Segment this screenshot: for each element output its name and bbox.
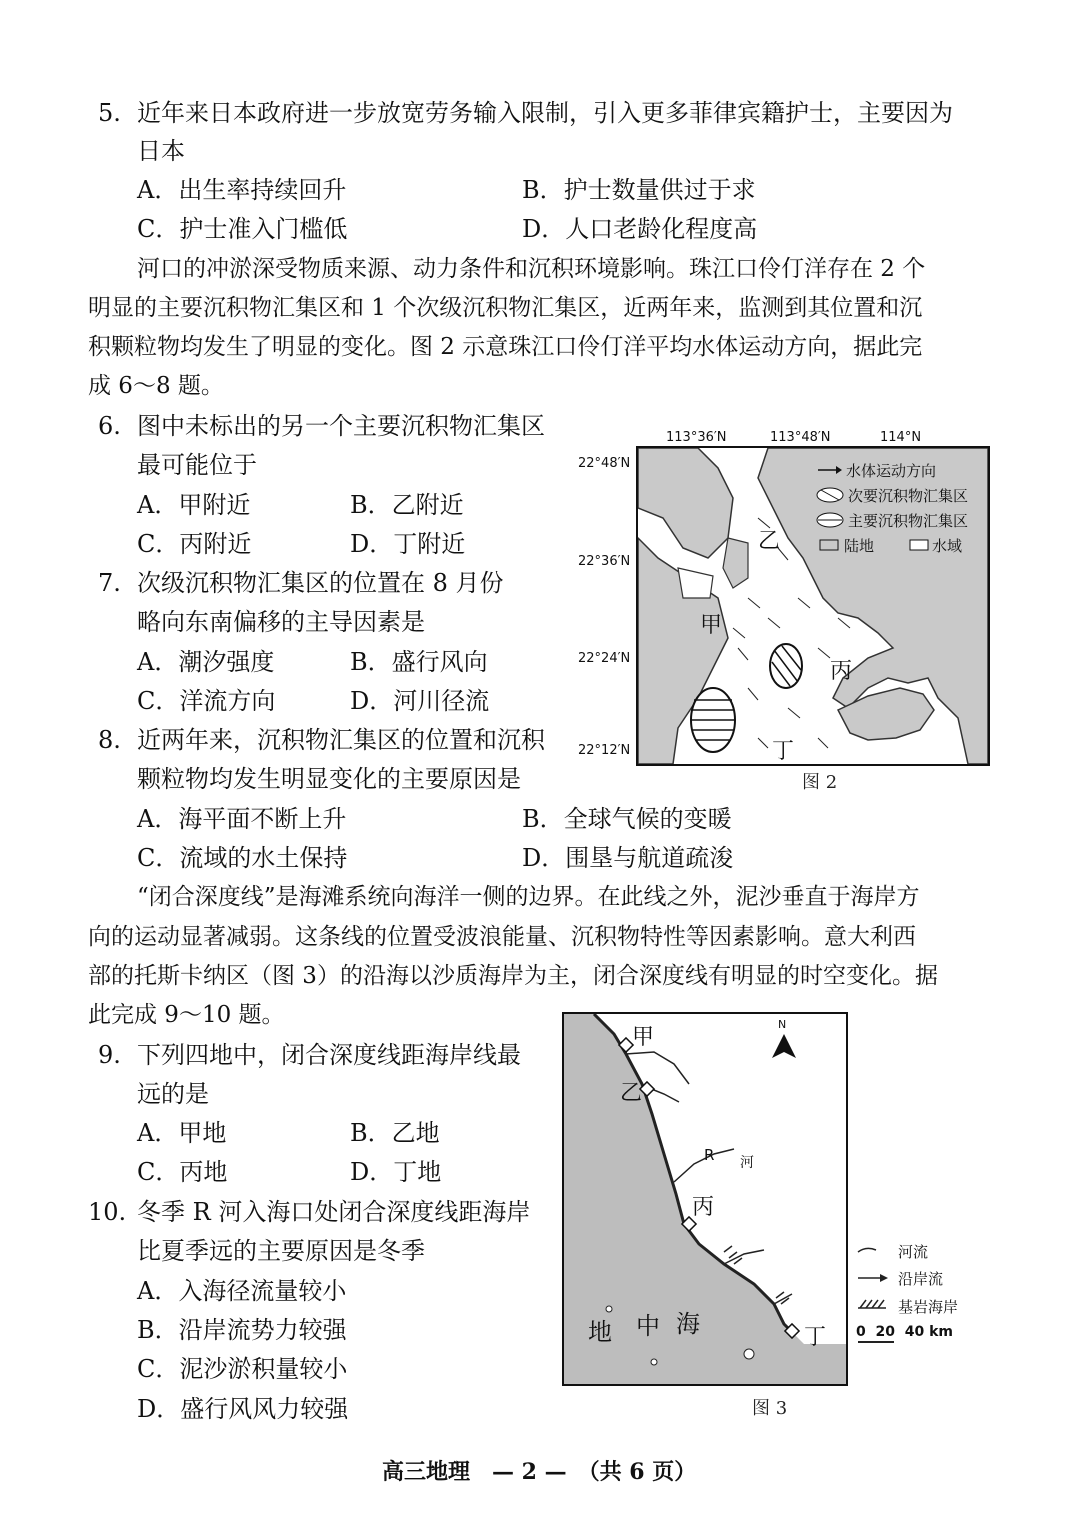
northwest-land [638, 448, 733, 558]
fig3-place-bing: 丙 [692, 1195, 715, 1220]
flow-arrow [798, 598, 810, 608]
flow-arrow [733, 628, 745, 638]
q9-stem-line1: 下列四地中，闭合深度线距海岸线最 [137, 1041, 521, 1069]
place-bing: 丙 [830, 659, 853, 684]
q10-option-b: B．沿岸流势力较强 [137, 1316, 347, 1344]
q8-option-a: A．海平面不断上升 [137, 805, 347, 833]
q9-option-c: C．丙地 [137, 1158, 228, 1186]
legend-rock-symbol [858, 1300, 886, 1308]
q7-option-c: C．洋流方向 [137, 687, 276, 715]
q5-stem-line1: 近年来日本政府进一步放宽劳务输入限制，引入更多菲律宾籍护士，主要因为 [137, 99, 953, 127]
small-island-land [723, 538, 748, 588]
q10-option-a: A．入海径流量较小 [137, 1277, 347, 1305]
passage2-line2: 向的运动显著减弱。这条线的位置受波浪能量、沉积物特性等因素影响。意大利西 [88, 924, 916, 950]
legend-river-symbol [858, 1248, 876, 1252]
fig3-legend-current-label: 沿岸流 [898, 1270, 944, 1288]
figure-2-caption: 图 2 [802, 772, 838, 793]
flow-arrow [818, 738, 828, 748]
fig2-lat-label-3: 22°24′N [578, 651, 631, 666]
q6-number: 6. [98, 412, 121, 440]
flow-arrow [748, 598, 760, 608]
q8-stem-line2: 颗粒物均发生明显变化的主要原因是 [137, 765, 521, 793]
fig2-lon-label-3: 114°N [880, 430, 922, 445]
fig3-legend-rock-label: 基岩海岸 [898, 1298, 959, 1316]
figure-2-map [636, 446, 990, 766]
q9-option-b: B．乙地 [350, 1119, 440, 1147]
flow-arrow [758, 738, 768, 748]
q7-option-a: A．潮汐强度 [137, 648, 275, 676]
q7-stem-line2: 略向东南偏移的主导因素是 [137, 608, 425, 636]
passage1-line4: 成 6～8 题。 [88, 373, 224, 399]
flow-arrow [748, 688, 758, 700]
passage1-line1: 河口的冲淤深受物质来源、动力条件和沉积环境影响。珠江口伶仃洋存在 2 个 [137, 256, 926, 282]
q6-option-d: D．丁附近 [350, 530, 466, 558]
legend-land-symbol [820, 540, 838, 550]
fig3-sea-label-2: 中 [636, 1312, 660, 1340]
flow-arrow [838, 618, 850, 628]
fig2-lat-label-4: 22°12′N [578, 743, 631, 758]
q6-option-c: C．丙附近 [137, 530, 252, 558]
fig2-lon-label-1: 113°36′N [666, 430, 727, 445]
q8-option-d: D．围垦与航道疏浚 [522, 844, 734, 872]
place-ding: 丁 [772, 739, 795, 764]
q10-option-d: D．盛行风风力较强 [137, 1395, 349, 1423]
legend-secondary-label: 次要沉积物汇集区 [848, 487, 969, 505]
fig3-river-he-label: 河 [740, 1155, 754, 1171]
passage1-line3: 积颗粒物均发生了明显的变化。图 2 示意珠江口伶仃洋平均水体运动方向，据此完 [88, 334, 923, 360]
q7-number: 7. [98, 569, 121, 597]
passage2-line3: 部的托斯卡纳区（图 3）的沿海以沙质海岸为主，闭合深度线有明显的时空变化。据 [88, 963, 938, 989]
fig3-river-r-label: R [704, 1146, 715, 1164]
fig3-place-yi: 乙 [620, 1081, 643, 1106]
flow-arrow [738, 648, 748, 660]
flow-arrow [768, 618, 780, 628]
fig3-scale-label: 0 20 40 km [856, 1324, 953, 1340]
q9-option-d: D．丁地 [350, 1158, 442, 1186]
legend-water-symbol [910, 540, 928, 550]
q8-number: 8. [98, 726, 121, 754]
passage2-line1: “闭合深度线”是海滩系统向海洋一侧的边界。在此线之外，泥沙垂直于海岸方 [137, 884, 920, 910]
q7-option-d: D．河川径流 [350, 687, 490, 715]
passage2-line4: 此完成 9～10 题。 [88, 1002, 285, 1028]
q5-option-c: C．护士准入门槛低 [137, 215, 348, 243]
q6-option-b: B．乙附近 [350, 491, 464, 519]
fig3-place-jia: 甲 [632, 1025, 655, 1050]
page-footer: 高三地理 — 2 — （共 6 页） [382, 1459, 697, 1485]
island-dot [651, 1359, 657, 1365]
north-arrow-icon [772, 1034, 796, 1058]
flow-arrow [818, 648, 830, 658]
figure-3-caption: 图 3 [752, 1398, 788, 1419]
legend-flow-label: 水体运动方向 [846, 462, 937, 480]
q9-stem-line2: 远的是 [137, 1080, 209, 1108]
q5-number: 5. [98, 99, 121, 127]
place-jia: 甲 [700, 613, 723, 638]
rock-mark [878, 1300, 884, 1308]
rock-mark [729, 1252, 737, 1258]
q7-stem-line1: 次级沉积物汇集区的位置在 8 月份 [137, 569, 504, 597]
q8-option-c: C．流域的水土保持 [137, 844, 348, 872]
place-yi: 乙 [758, 529, 781, 554]
fig3-legend-river-label: 河流 [898, 1243, 929, 1261]
legend-water-label: 水域 [932, 537, 963, 555]
fig3-north-label: N [778, 1018, 787, 1031]
west-water-pocket [678, 568, 713, 598]
q6-stem-line2: 最可能位于 [137, 451, 257, 479]
fig2-lat-label-2: 22°36′N [578, 554, 631, 569]
q5-stem-line2: 日本 [137, 137, 185, 165]
legend-primary-label: 主要沉积物汇集区 [848, 512, 969, 530]
q10-option-c: C．泥沙淤积量较小 [137, 1355, 348, 1383]
q7-option-b: B．盛行风向 [350, 648, 488, 676]
fig3-place-ding: 丁 [804, 1325, 827, 1350]
rock-mark [860, 1300, 866, 1308]
fig3-sea-label-1: 地 [588, 1318, 612, 1346]
passage1-line2: 明显的主要沉积物汇集区和 1 个次级沉积物汇集区，近两年来，监测到其位置和沉 [88, 295, 923, 321]
q10-stem-line2: 比夏季远的主要原因是冬季 [137, 1237, 425, 1265]
island-dot [744, 1349, 754, 1359]
q10-number: 10. [88, 1198, 127, 1226]
fig3-sea-label-3: 海 [676, 1310, 700, 1338]
fig2-lat-label-1: 22°48′N [578, 456, 631, 471]
q10-stem-line1: 冬季 R 河入海口处闭合深度线距海岸 [137, 1198, 531, 1226]
rock-mark [776, 1292, 784, 1298]
figure-3-map [562, 1012, 848, 1386]
q5-option-b: B．护士数量供过于求 [522, 176, 756, 204]
legend-land-label: 陆地 [844, 537, 875, 555]
rock-mark [724, 1246, 732, 1252]
q5-option-a: A．出生率持续回升 [137, 176, 347, 204]
rock-mark [866, 1300, 872, 1308]
q9-number: 9. [98, 1041, 121, 1069]
q6-option-a: A．甲附近 [137, 491, 251, 519]
rock-mark [872, 1300, 878, 1308]
fig2-lon-label-2: 113°48′N [770, 430, 831, 445]
q8-option-b: B．全球气候的变暖 [522, 805, 732, 833]
q8-stem-line1: 近两年来，沉积物汇集区的位置和沉积 [137, 726, 545, 754]
flow-arrow [788, 708, 800, 718]
q6-stem-line1: 图中未标出的另一个主要沉积物汇集区 [137, 412, 545, 440]
legend-current-arrowhead [880, 1274, 888, 1282]
q5-option-d: D．人口老龄化程度高 [522, 215, 758, 243]
q9-option-a: A．甲地 [137, 1119, 227, 1147]
